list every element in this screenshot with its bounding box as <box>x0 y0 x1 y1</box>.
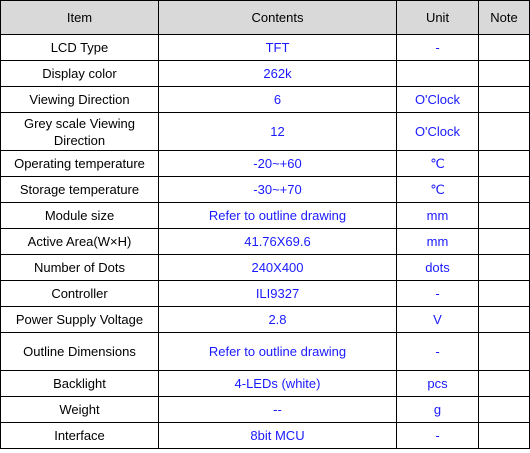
unit-cell: dots <box>397 255 479 281</box>
item-cell: Outline Dimensions <box>1 333 159 371</box>
table-row <box>1 255 530 281</box>
item-cell: Interface <box>1 423 159 449</box>
table-row <box>1 423 530 449</box>
note-cell <box>479 281 530 307</box>
table-row <box>1 333 530 371</box>
item-cell: Module size <box>1 203 159 229</box>
note-cell <box>479 423 530 449</box>
contents-cell: ILI9327 <box>159 281 397 307</box>
table-row <box>1 397 530 423</box>
table-row <box>1 281 530 307</box>
item-cell: Storage temperature <box>1 177 159 203</box>
item-cell: Operating temperature <box>1 151 159 177</box>
item-cell: Grey scale Viewing Direction <box>1 113 159 151</box>
unit-cell: g <box>397 397 479 423</box>
table-row <box>1 229 530 255</box>
unit-cell: - <box>397 281 479 307</box>
table-row <box>1 113 530 151</box>
table-row <box>1 151 530 177</box>
contents-cell: 4-LEDs (white) <box>159 371 397 397</box>
unit-cell: V <box>397 307 479 333</box>
item-cell: Controller <box>1 281 159 307</box>
spec-table-header <box>1 1 530 35</box>
table-row <box>1 307 530 333</box>
contents-cell: 12 <box>159 113 397 151</box>
header-item: Item <box>1 1 159 35</box>
item-cell: Viewing Direction <box>1 87 159 113</box>
table-row <box>1 177 530 203</box>
table-row <box>1 203 530 229</box>
note-cell <box>479 371 530 397</box>
item-cell: Weight <box>1 397 159 423</box>
note-cell <box>479 113 530 151</box>
note-cell <box>479 87 530 113</box>
spec-table-body <box>1 35 530 449</box>
contents-cell: TFT <box>159 35 397 61</box>
contents-cell: 262k <box>159 61 397 87</box>
header-note: Note <box>479 1 530 35</box>
item-cell: Display color <box>1 61 159 87</box>
item-cell: Active Area(W×H) <box>1 229 159 255</box>
unit-cell: ℃ <box>397 151 479 177</box>
note-cell <box>479 229 530 255</box>
contents-cell: -- <box>159 397 397 423</box>
note-cell <box>479 307 530 333</box>
unit-cell <box>397 61 479 87</box>
unit-cell: O'Clock <box>397 87 479 113</box>
note-cell <box>479 203 530 229</box>
unit-cell: - <box>397 423 479 449</box>
contents-cell: 6 <box>159 87 397 113</box>
table-row <box>1 61 530 87</box>
note-cell <box>479 333 530 371</box>
item-cell: LCD Type <box>1 35 159 61</box>
contents-cell: -20~+60 <box>159 151 397 177</box>
note-cell <box>479 35 530 61</box>
unit-cell: mm <box>397 203 479 229</box>
header-contents: Contents <box>159 1 397 35</box>
table-row <box>1 371 530 397</box>
note-cell <box>479 151 530 177</box>
unit-cell: ℃ <box>397 177 479 203</box>
note-cell <box>479 177 530 203</box>
note-cell <box>479 397 530 423</box>
unit-cell: - <box>397 333 479 371</box>
unit-cell: mm <box>397 229 479 255</box>
contents-cell: Refer to outline drawing <box>159 203 397 229</box>
contents-cell: -30~+70 <box>159 177 397 203</box>
item-cell: Backlight <box>1 371 159 397</box>
table-row <box>1 35 530 61</box>
note-cell <box>479 255 530 281</box>
unit-cell: O'Clock <box>397 113 479 151</box>
contents-cell: Refer to outline drawing <box>159 333 397 371</box>
table-row <box>1 87 530 113</box>
item-cell: Number of Dots <box>1 255 159 281</box>
contents-cell: 240X400 <box>159 255 397 281</box>
unit-cell: - <box>397 35 479 61</box>
contents-cell: 2.8 <box>159 307 397 333</box>
item-cell: Power Supply Voltage <box>1 307 159 333</box>
contents-cell: 41.76X69.6 <box>159 229 397 255</box>
contents-cell: 8bit MCU <box>159 423 397 449</box>
header-unit: Unit <box>397 1 479 35</box>
note-cell <box>479 61 530 87</box>
unit-cell: pcs <box>397 371 479 397</box>
header-row <box>1 1 530 35</box>
